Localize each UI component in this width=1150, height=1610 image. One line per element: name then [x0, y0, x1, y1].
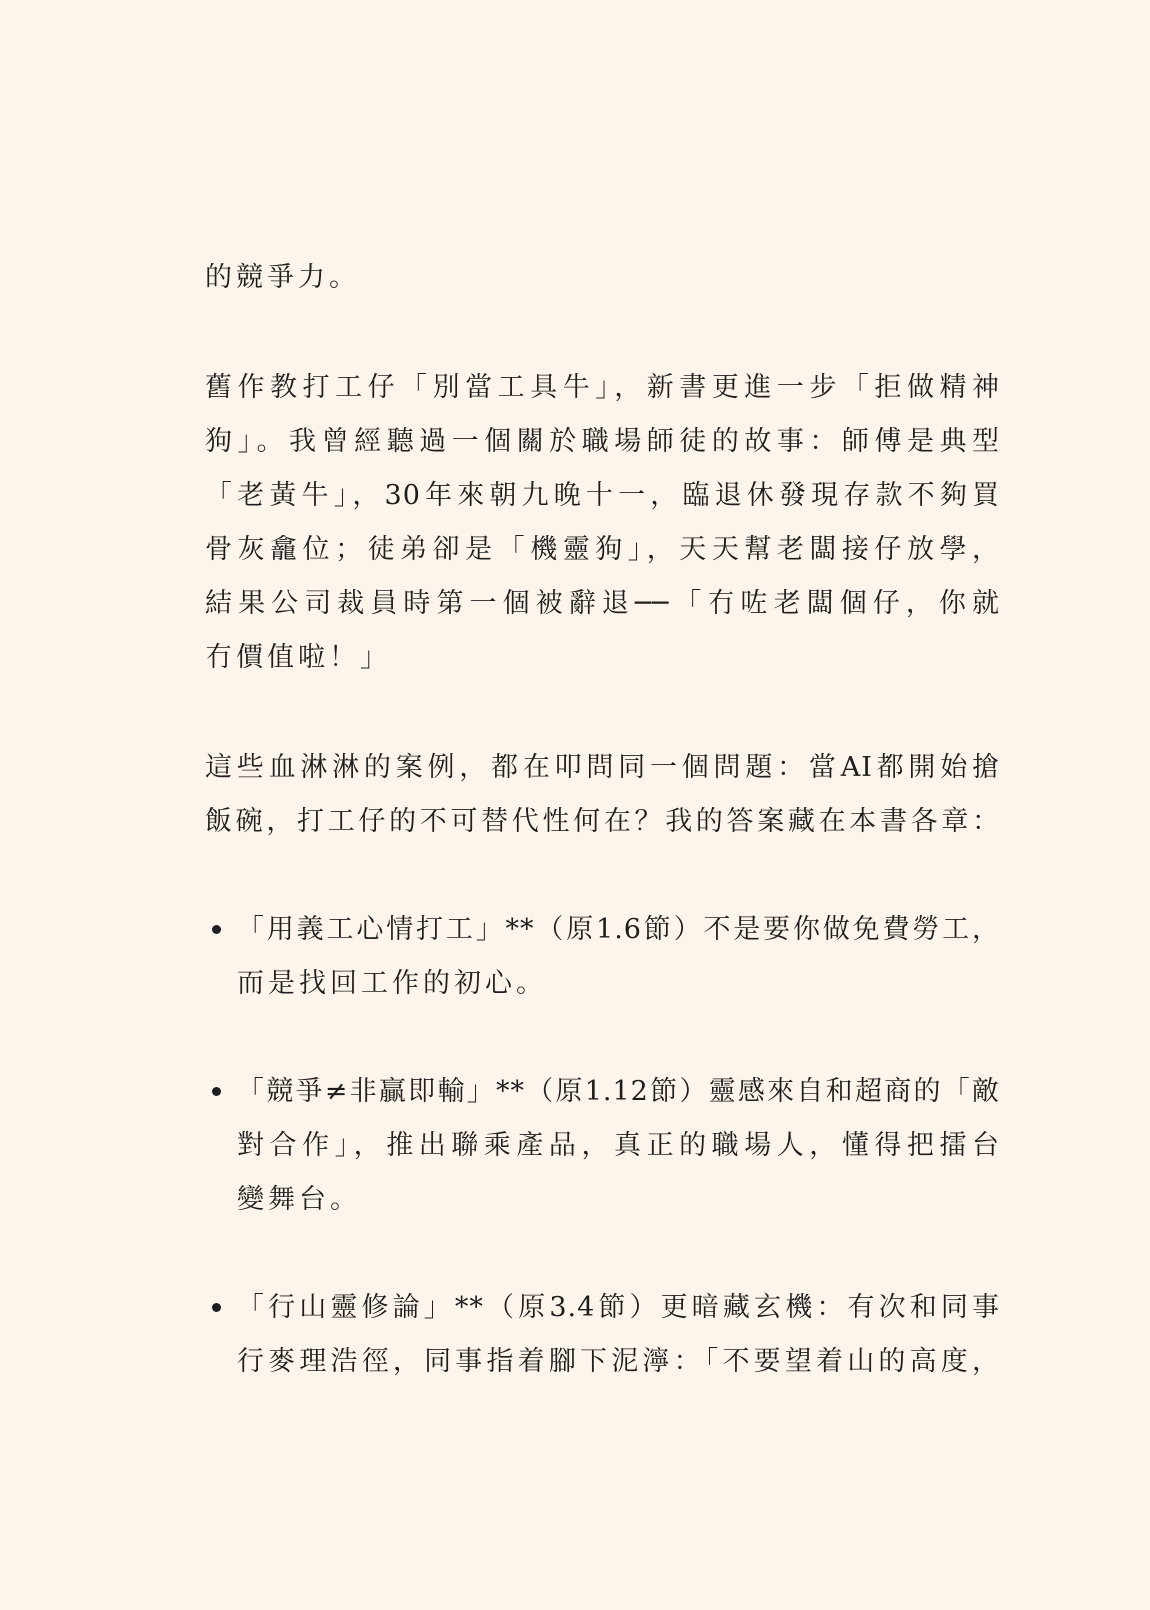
bullet-icon: [212, 1303, 221, 1312]
bullet-line: 行麥理浩徑，同事指着腳下泥濘：「不要望着山的高度，: [237, 1346, 1000, 1377]
bullet-line: 變舞台。: [237, 1184, 361, 1215]
paragraph-line: 冇價值啦！」: [205, 642, 391, 673]
paragraph-line: 「老黃牛」，30年來朝九晚十一，臨退休發現存款不夠買: [205, 480, 1000, 511]
bullet-line: 「用義工心情打工」**（原1.6節）不是要你做免費勞工，: [237, 914, 1000, 945]
bullet-line: 「行山靈修論」**（原3.4節）更暗藏玄機：有次和同事: [237, 1292, 1000, 1323]
paragraph-line: 舊作教打工仔「別當工具牛」，新書更進一步「拒做精神: [205, 372, 1000, 403]
bullet-line: 對合作」，推出聯乘產品，真正的職場人，懂得把擂台: [237, 1130, 1000, 1161]
paragraph-line: 的競爭力。: [205, 262, 360, 293]
paragraph-line: 骨灰龕位；徒弟卻是「機靈狗」，天天幫老闆接仔放學，: [205, 534, 1000, 565]
bullet-icon: [212, 1087, 221, 1096]
bullet-line: 而是找回工作的初心。: [237, 968, 547, 999]
paragraph-line: 這些血淋淋的案例，都在叩問同一個問題：當AI都開始搶: [205, 752, 1000, 783]
bullet-icon: [212, 925, 221, 934]
paragraph-line: 狗」。我曾經聽過一個關於職場師徒的故事：師傅是典型: [205, 426, 1000, 457]
paragraph-line: 結果公司裁員時第一個被辭退──「冇咗老闆個仔，你就: [205, 588, 1000, 619]
bullet-line: 「競爭≠非贏即輸」**（原1.12節）靈感來自和超商的「敵: [237, 1076, 1000, 1107]
paragraph-line: 飯碗，打工仔的不可替代性何在？我的答案藏在本書各章：: [205, 806, 1000, 837]
